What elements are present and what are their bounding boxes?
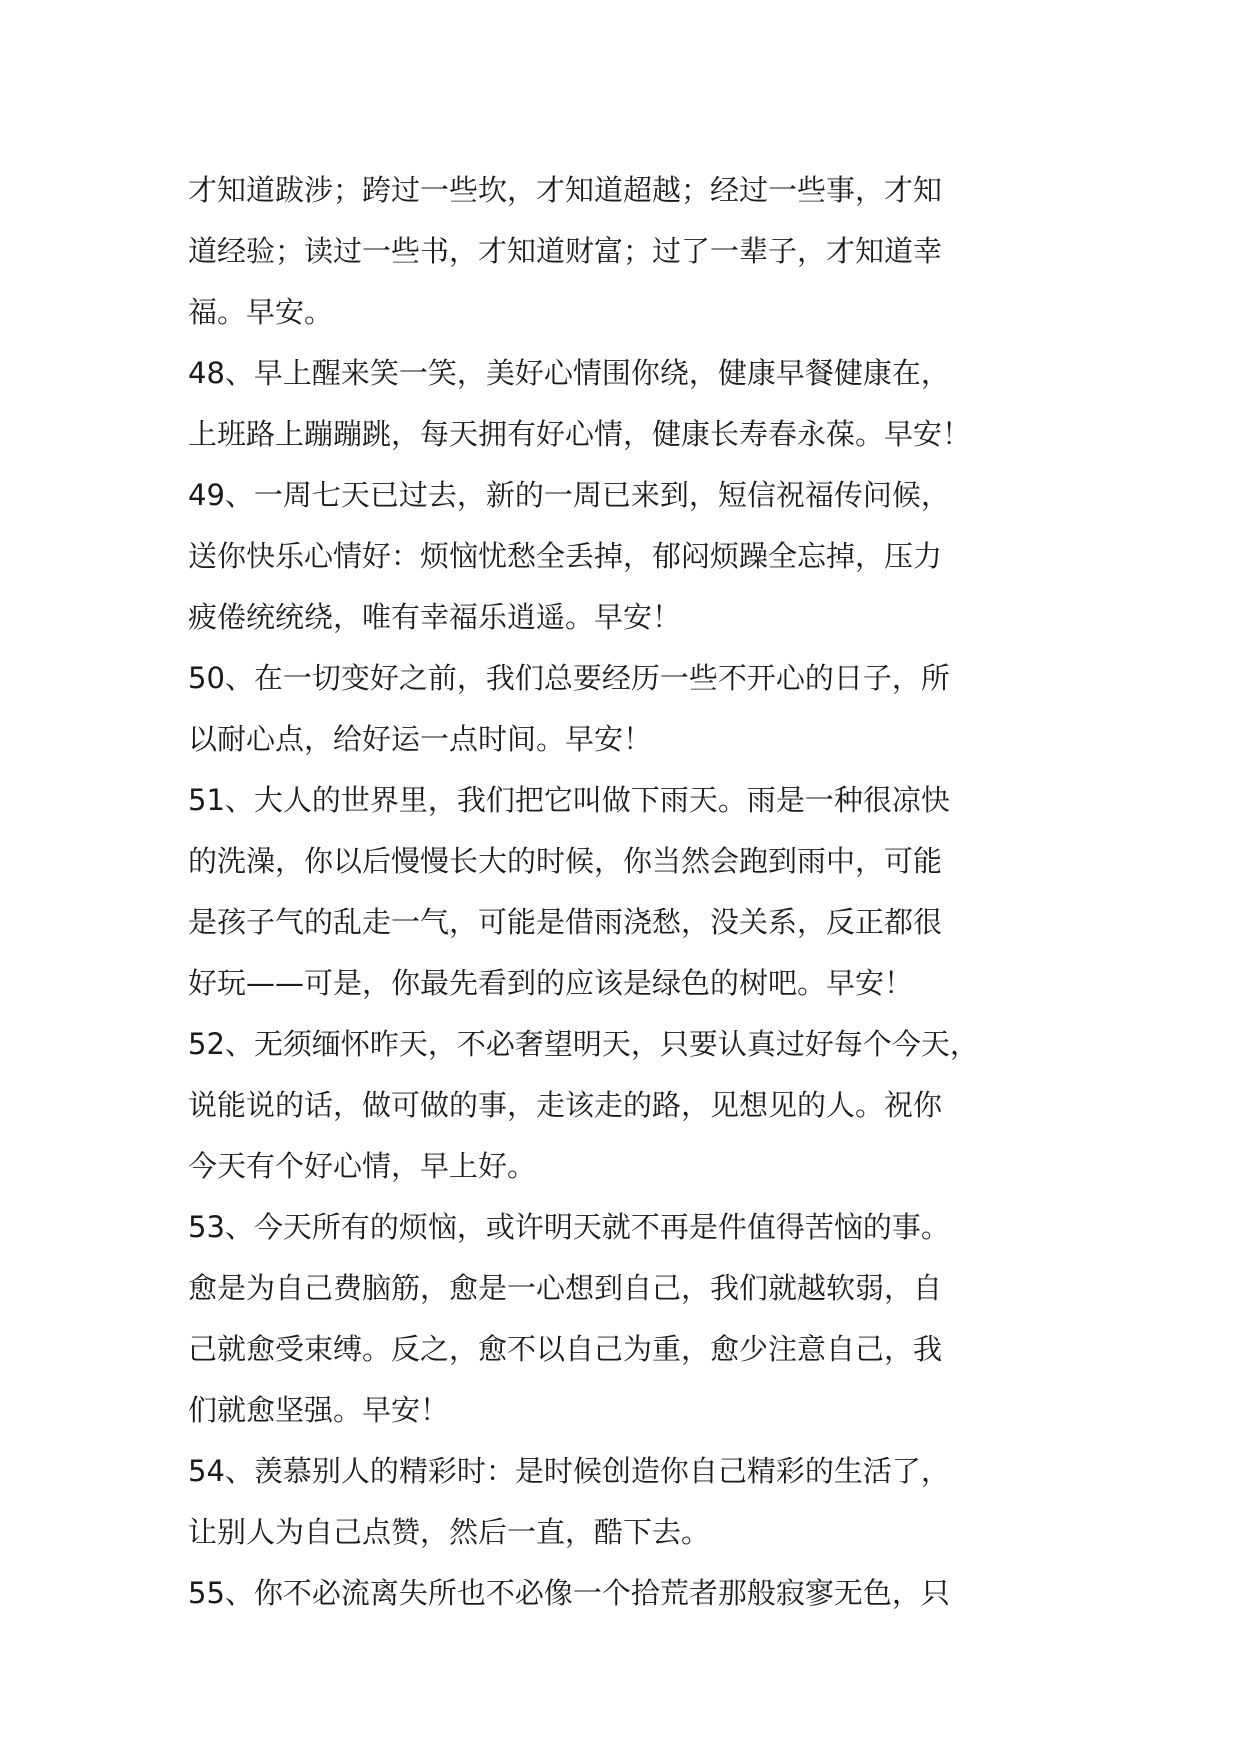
text-line: 50、在一切变好之前，我们总要经历一些不开心的日子，所 [188, 661, 950, 695]
text-line: 的洗澡，你以后慢慢长大的时候，你当然会跑到雨中，可能 [188, 844, 943, 878]
text-line: 送你快乐心情好：烦恼忧愁全丢掉，郁闷烦躁全忘掉，压力 [188, 539, 943, 573]
text-line: 好玩——可是，你最先看到的应该是绿色的树吧。早安！ [188, 966, 914, 1000]
text-line: 54、羡慕别人的精彩时：是时候创造你自己精彩的生活了， [188, 1454, 950, 1488]
text-line: 们就愈坚强。早安！ [188, 1393, 450, 1427]
text-line: 49、一周七天已过去，新的一周已来到，短信祝福传问候， [188, 478, 950, 512]
text-line: 以耐心点，给好运一点时间。早安！ [188, 722, 653, 756]
text-line: 51、大人的世界里，我们把它叫做下雨天。雨是一种很凉快 [188, 783, 950, 817]
text-line: 道经验；读过一些书，才知道财富；过了一辈子，才知道幸 [188, 234, 943, 268]
text-line: 55、你不必流离失所也不必像一个拾荒者那般寂寥无色，只 [188, 1576, 950, 1610]
text-line: 疲倦统统绕，唯有幸福乐逍遥。早安！ [188, 600, 682, 634]
text-line: 52、无须缅怀昨天，不必奢望明天，只要认真过好每个今天， [188, 1027, 979, 1061]
text-line: 愈是为自己费脑筋，愈是一心想到自己，我们就越软弱，自 [188, 1271, 943, 1305]
text-line: 福。早安。 [188, 295, 334, 329]
text-line: 才知道跋涉；跨过一些坎，才知道超越；经过一些事，才知 [188, 173, 943, 207]
text-line: 53、今天所有的烦恼，或许明天就不再是件值得苦恼的事。 [188, 1210, 950, 1244]
text-line: 是孩子气的乱走一气，可能是借雨浇愁，没关系，反正都很 [188, 905, 943, 939]
text-line: 48、早上醒来笑一笑，美好心情围你绕，健康早餐健康在， [188, 356, 950, 390]
text-line: 说能说的话，做可做的事，走该走的路，见想见的人。祝你 [188, 1088, 943, 1122]
document-body [188, 160, 1068, 1624]
text-line: 今天有个好心情，早上好。 [188, 1149, 537, 1183]
text-line: 己就愈受束缚。反之，愈不以自己为重，愈少注意自己，我 [188, 1332, 943, 1366]
text-line: 让别人为自己点赞，然后一直，酷下去。 [188, 1515, 711, 1549]
text-line: 上班路上蹦蹦跳，每天拥有好心情，健康长寿春永葆。早安！ [188, 417, 972, 451]
